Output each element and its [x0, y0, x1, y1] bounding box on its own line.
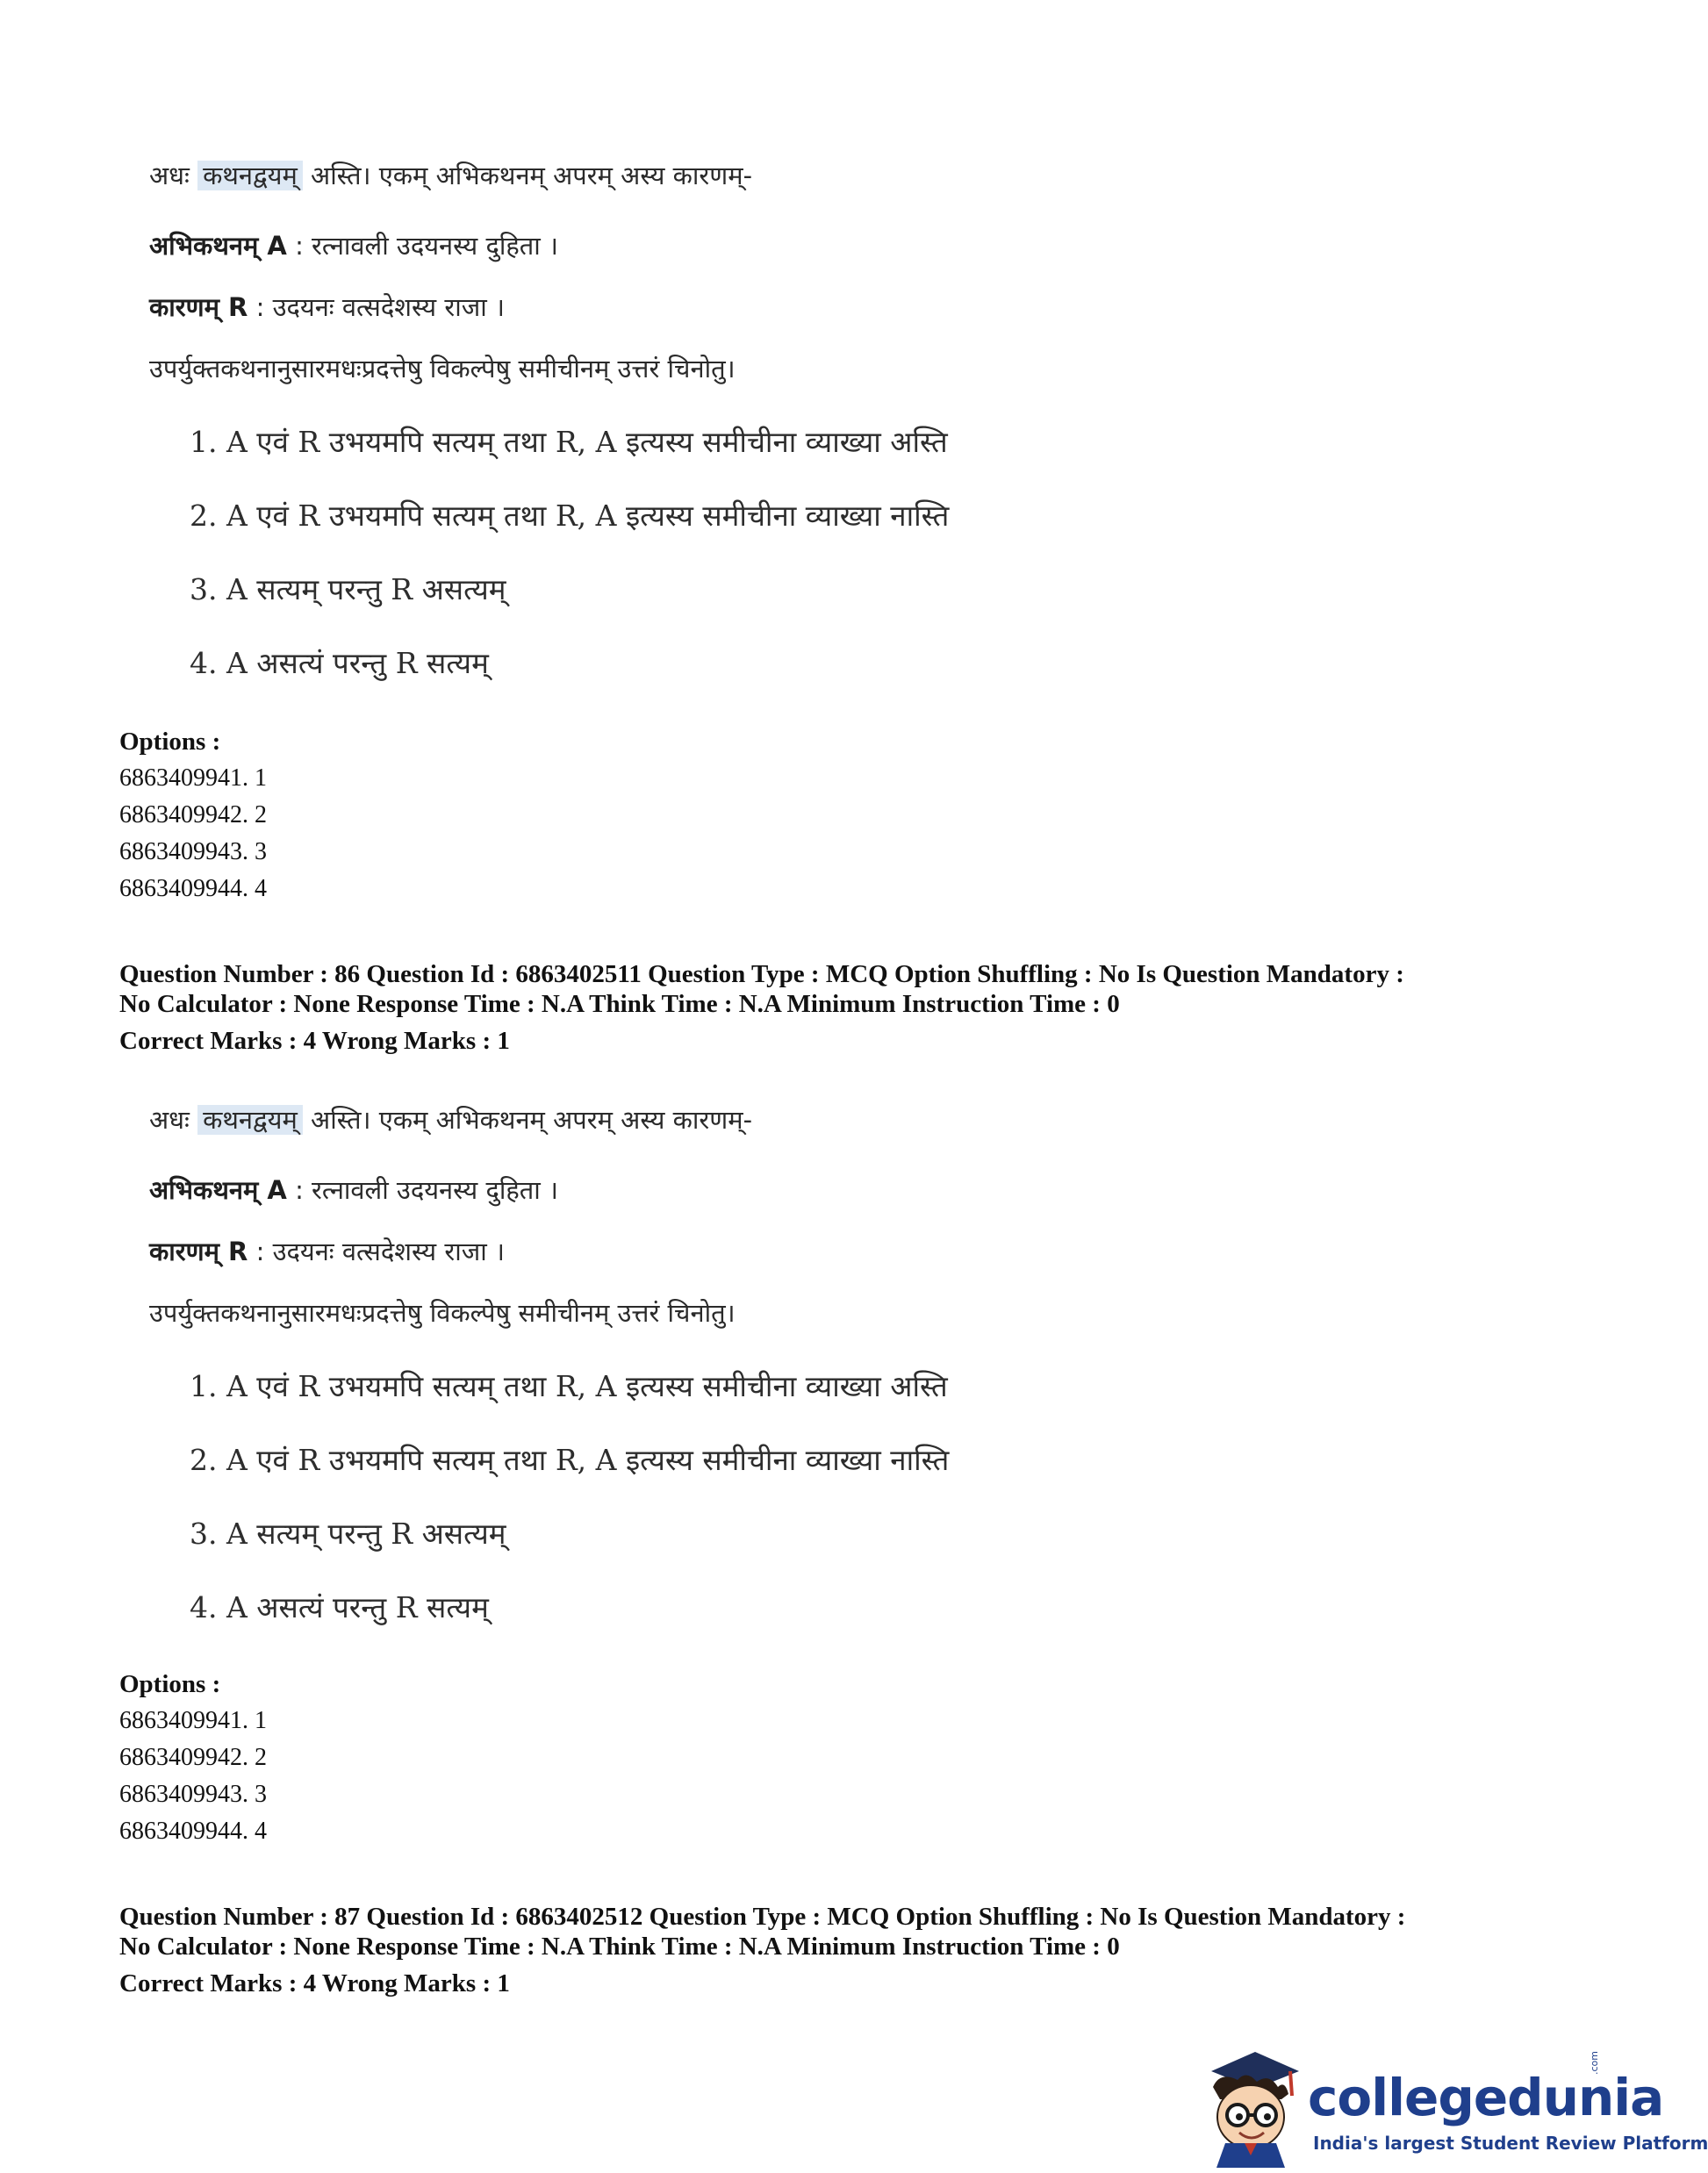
choice-2: 2. A एवं R उभयमपि सत्यम् तथा R, A इत्यस्य समीचीना व्याख्या नास्ति	[190, 1443, 950, 1477]
reason-text: : उदयनः वत्सदेशस्य राजा ।	[255, 292, 505, 322]
choice-3: 3. A सत्यम् परन्तु R असत्यम्	[190, 572, 506, 606]
meta-line-2: No Calculator : None Response Time : N.A Think Time : N.A Minimum Instruction Time : 0	[119, 1933, 1120, 1961]
option-item: 6863409943. 3	[119, 838, 267, 865]
intro-line	[149, 1102, 752, 1137]
option-item: 6863409944. 4	[119, 1818, 267, 1845]
assertion-label: अभिकथनम् A	[149, 1175, 287, 1205]
option-item: 6863409941. 1	[119, 764, 267, 792]
options-list-1	[119, 723, 267, 907]
assertion-line	[149, 228, 558, 262]
intro-highlight: कथनद्वयम्	[197, 161, 303, 190]
options-heading: Options :	[119, 1670, 221, 1698]
choice-1: 1. A एवं R उभयमपि सत्यम् तथा R, A इत्यस्य समीचीना व्याख्या अस्ति	[190, 1369, 948, 1403]
reason-line	[149, 1234, 505, 1268]
intro-pre: अधः	[149, 1105, 190, 1135]
student-mascot-icon	[1194, 2045, 1308, 2168]
reason-text: : उदयनः वत्सदेशस्य राजा ।	[255, 1237, 505, 1266]
option-item: 6863409941. 1	[119, 1707, 267, 1734]
meta-line-1: Question Number : 86 Question Id : 6863402511 Question Type : MCQ Option Shuffling : No Is Question Mandatory :	[119, 960, 1404, 988]
assertion-line	[149, 1173, 558, 1207]
intro-pre: अधः	[149, 161, 190, 190]
option-item: 6863409944. 4	[119, 875, 267, 902]
marks-line: Correct Marks : 4 Wrong Marks : 1	[119, 1027, 510, 1055]
assertion-label: अभिकथनम् A	[149, 231, 287, 261]
question-meta-87	[119, 1902, 1524, 1998]
instruction-line: उपर्युक्तकथनानुसारमधःप्रदत्तेषु विकल्पेषु समीचीनम् उत्तरं चिनोतु।	[149, 354, 736, 384]
choice-4: 4. A असत्यं परन्तु R सत्यम्	[190, 1590, 489, 1624]
marks-line: Correct Marks : 4 Wrong Marks : 1	[119, 1969, 510, 1997]
logo-tagline: India's largest Student Review Platform	[1313, 2133, 1708, 2154]
choice-1: 1. A एवं R उभयमपि सत्यम् तथा R, A इत्यस्य समीचीना व्याख्या अस्ति	[190, 425, 948, 459]
collegedunia-logo	[1194, 2045, 1708, 2168]
assertion-text: : रत्नावली उदयनस्य दुहिता ।	[295, 1175, 559, 1205]
intro-line	[149, 158, 752, 192]
choice-2: 2. A एवं R उभयमपि सत्यम् तथा R, A इत्यस्य समीचीना व्याख्या नास्ति	[190, 498, 950, 533]
options-list-2	[119, 1666, 267, 1850]
instruction-line: उपर्युक्तकथनानुसारमधःप्रदत्तेषु विकल्पेषु समीचीनम् उत्तरं चिनोतु।	[149, 1298, 736, 1328]
choice-3: 3. A सत्यम् परन्तु R असत्यम्	[190, 1517, 506, 1551]
assertion-text: : रत्नावली उदयनस्य दुहिता ।	[295, 231, 559, 261]
options-heading: Options :	[119, 728, 221, 756]
option-item: 6863409942. 2	[119, 1744, 267, 1771]
meta-line-2: No Calculator : None Response Time : N.A Think Time : N.A Minimum Instruction Time : 0	[119, 990, 1120, 1018]
intro-post: अस्ति। एकम् अभिकथनम् अपरम् अस्य कारणम्-	[311, 161, 753, 190]
intro-highlight: कथनद्वयम्	[197, 1105, 303, 1135]
reason-line	[149, 290, 505, 324]
option-item: 6863409943. 3	[119, 1781, 267, 1808]
intro-post: अस्ति। एकम् अभिकथनम् अपरम् अस्य कारणम्-	[311, 1105, 753, 1135]
logo-wordmark: collegedunia	[1308, 2068, 1664, 2127]
option-item: 6863409942. 2	[119, 801, 267, 828]
choice-4: 4. A असत्यं परन्तु R सत्यम्	[190, 646, 489, 680]
reason-label: कारणम् R	[149, 1237, 248, 1266]
reason-label: कारणम् R	[149, 292, 248, 322]
logo-suffix: .com	[1589, 2051, 1600, 2075]
question-meta-86	[119, 959, 1524, 1056]
meta-line-1: Question Number : 87 Question Id : 6863402512 Question Type : MCQ Option Shuffling : No Is Question Mandatory :	[119, 1903, 1406, 1931]
